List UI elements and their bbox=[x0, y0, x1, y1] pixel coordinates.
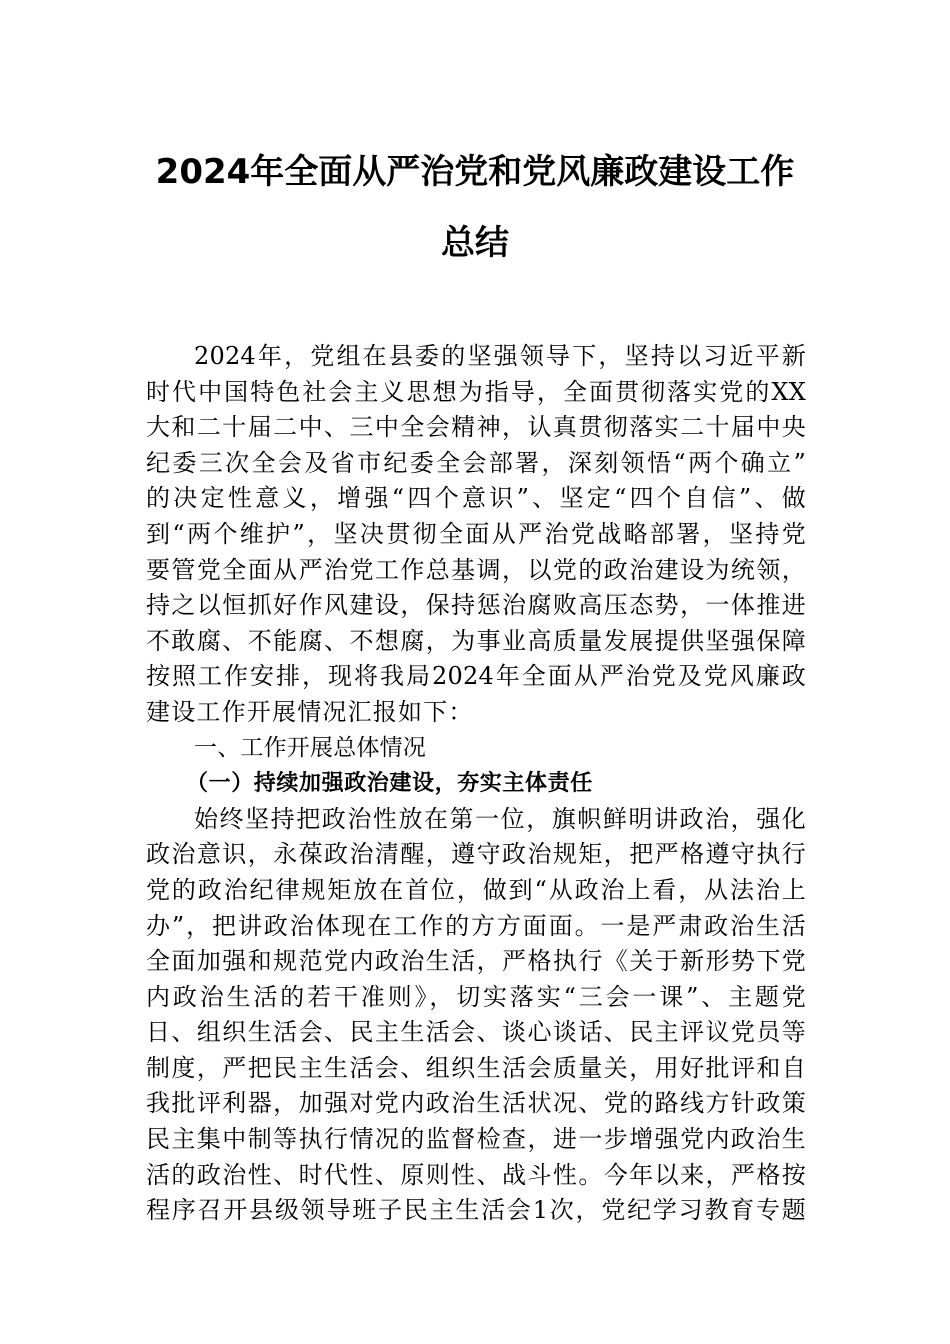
paragraph-1-line: 大和二十届二中、三中全会精神，认真贯彻落实二十届中央 bbox=[146, 413, 806, 442]
paragraph-1-line: 持之以恒抓好作风建设，保持惩治腐败高压态势，一体推进 bbox=[146, 591, 806, 620]
paragraph-2-line: 制度，严把民主生活会、组织生活会质量关，用好批评和自 bbox=[146, 1053, 806, 1082]
paragraph-2-line: 日、组织生活会、民主生活会、谈心谈话、民主评议党员等 bbox=[146, 1018, 806, 1047]
paragraph-2-line: 政治意识，永葆政治清醒，遵守政治规矩，把严格遵守执行 bbox=[146, 840, 806, 869]
paragraph-1-line: 的决定性意义，增强“四个意识”、坚定“四个自信”、做 bbox=[146, 484, 806, 513]
paragraph-1-line: 纪委三次全会及省市纪委全会部署，深刻领悟“两个确立” bbox=[146, 448, 806, 477]
subsection-heading: （一）持续加强政治建设，夯实主体责任 bbox=[186, 770, 593, 797]
paragraph-2-line: 始终坚持把政治性放在第一位，旗帜鲜明讲政治，强化 bbox=[194, 804, 806, 833]
paragraph-2-line: 活的政治性、时代性、原则性、战斗性。今年以来，严格按 bbox=[146, 1160, 806, 1189]
document-title-line-1: 2024年全面从严治党和党风廉政建设工作 bbox=[155, 152, 795, 192]
paragraph-1-line: 不敢腐、不能腐、不想腐，为事业高质量发展提供坚强保障 bbox=[146, 626, 806, 655]
paragraph-2-line: 我批评利器，加强对党内政治生活状况、党的路线方针政策 bbox=[146, 1089, 806, 1118]
paragraph-1-line: 到“两个维护”，坚决贯彻全面从严治党战略部署，坚持党 bbox=[146, 519, 806, 548]
paragraph-1-line: 按照工作安排，现将我局2024年全面从严治党及党风廉政 bbox=[146, 662, 806, 691]
paragraph-1-line: 2024年，党组在县委的坚强领导下，坚持以习近平新 bbox=[194, 342, 806, 370]
paragraph-2-line: 党的政治纪律规矩放在首位，做到“从政治上看，从法治上 bbox=[146, 875, 806, 904]
paragraph-2-line: 全面加强和规范党内政治生活，严格执行《关于新形势下党 bbox=[146, 947, 806, 976]
paragraph-1-line: 要管党全面从严治党工作总基调，以党的政治建设为统领， bbox=[146, 555, 806, 584]
paragraph-2-line: 办”，把讲政治体现在工作的方方面面。一是严肃政治生活 bbox=[146, 911, 806, 940]
paragraph-2-line: 内政治生活的若干准则》，切实落实“三会一课”、主题党 bbox=[146, 982, 806, 1011]
document-title-line-2: 总结 bbox=[441, 223, 509, 263]
paragraph-1-line: 建设工作开展情况汇报如下： bbox=[146, 697, 474, 726]
paragraph-2-line: 程序召开县级领导班子民主生活会1次，党纪学习教育专题 bbox=[146, 1196, 806, 1225]
paragraph-2-line: 民主集中制等执行情况的监督检查，进一步增强党内政治生 bbox=[146, 1125, 806, 1154]
section-heading: 一、工作开展总体情况 bbox=[194, 734, 426, 761]
document-body bbox=[146, 339, 806, 1229]
paragraph-1-line: 时代中国特色社会主义思想为指导，全面贯彻落实党的XX bbox=[146, 377, 806, 406]
